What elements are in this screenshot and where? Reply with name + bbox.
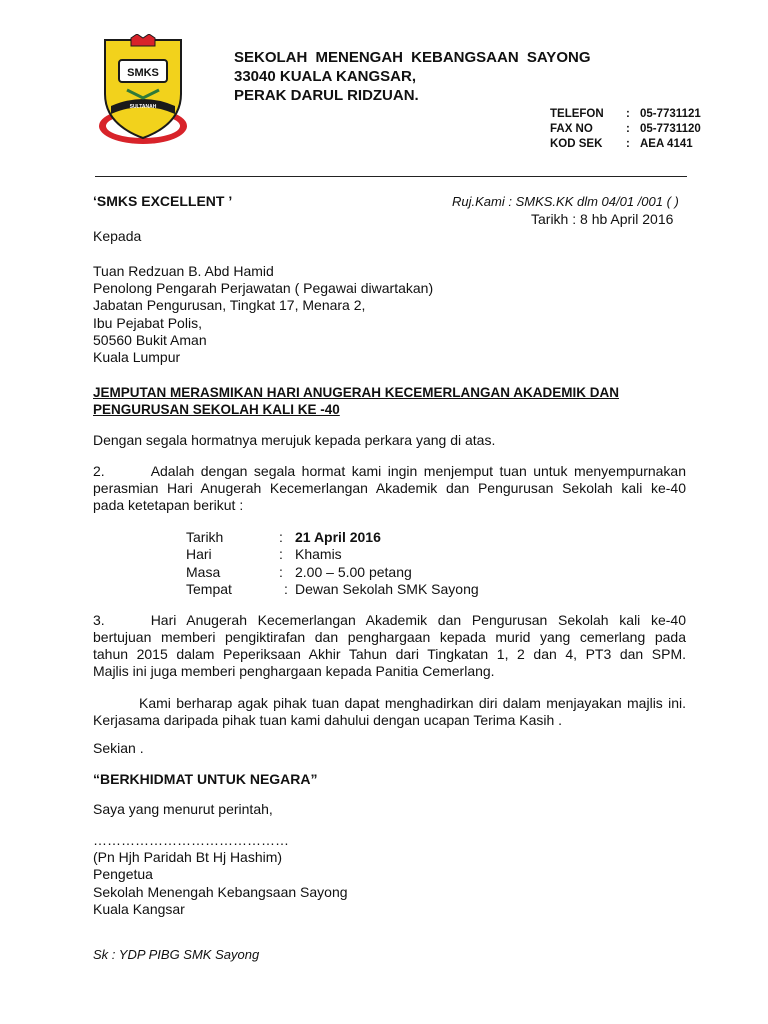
letter-date: Tarikh : 8 hb April 2016 — [531, 211, 674, 227]
paragraph-number: 3. — [93, 612, 105, 628]
logo-banner-text: SULTANAH — [129, 104, 157, 110]
logo-text: SMKS — [127, 67, 159, 79]
school-name: SEKOLAH MENENGAH KEBANGSAAN SAYONG — [234, 49, 591, 66]
letter-page: SMKS SULTANAH SEKOLAH MENENGAH KEBANGSAAN SAYONG 33040 KUALA KANGSAR, PERAK DARUL RIDZUAN. TELEFON : 05-7731121 FAX NO : 05-7731120 KOD SEK : AEA 4141 ‘SMKS EXCELLENT ’ Ruj.Kami : SMKS.KK dlm 04/01 /001 ( ) Tarikh : 8 hb April 2016 Kepada Tuan Redzuan B. Abd Hamid Penolong Pengarah Perjawatan ( Pegawai diwartakan) Jabatan Pengurusan, Tingkat 17, Menara 2, Ibu Pejabat Polis, 50560 Bukit Aman Kuala Lumpur JEMPUTAN MERASMIKAN HARI ANUGERAH KECEMERLANGAN AKADEMIK DAN PENGURUSAN SEKOLAH KALI KE -40 Dengan segala hormatnya merujuk kepada perkara yang di atas. 2. Adalah dengan segala hormat kami ingin menjemput tuan untuk menyempurnakan perasmian Hari Anugerah Kecemerlangan Akademik dan Pengurusan Sekolah kali ke-40 pada ketetapan berikut : Tarikh : 21 April 2016 Hari : Khamis Masa : 2.00 – 5.00 petang Tempat : Dewan Sekolah SMK Sayong 3. Hari Anugerah Kecemerlangan Akademik dan Pengurusan Sekolah kali ke-40 bertujuan memberi pengiktirafan dan penghargaan kepada murid yang cemerlang pada tahun 2015 dalam Peperiksaan Akhir Tahun dari Tingkatan 1, 2 dan 4, PT3 dan SPM. Majlis ini juga memberi penghargaan kepada Panitia Cemerlang. Kami berharap agak pihak tuan dapat menghadirkan diri dalam menjayakan majlis ini. Kerjasama daripada pihak tuan kami dahului dengan ucapan Terima Kasih . Sekian . “BERKHIDMAT UNTUK NEGARA” Saya yang menurut perintah, …………………………………… (Pn Hjh Paridah Bt Hj Hashim) Pengetua Sekolah Menengah Kebangsaan Sayong Kuala Kangsar Sk : YDP PIBG SMK Sayong — [0, 0, 768, 1024]
signatory-town: Kuala Kangsar — [93, 901, 185, 917]
contact-block — [550, 107, 701, 152]
detail-label-hari: Hari — [186, 546, 212, 562]
signature-line: …………………………………… — [93, 832, 289, 848]
paragraph-number: 2. — [93, 463, 105, 479]
opening-paragraph: Dengan segala hormatnya merujuk kepada perkara yang di atas. — [93, 432, 496, 448]
recipient-address-line: 50560 Bukit Aman — [93, 332, 207, 348]
recipient-position: Penolong Pengarah Perjawatan ( Pegawai diwartakan) — [93, 280, 434, 296]
school-name-block — [234, 48, 590, 105]
signatory-school: Sekolah Menengah Kebangsaan Sayong — [93, 884, 348, 900]
recipient-address-line: Jabatan Pengurusan, Tingkat 17, Menara 2, — [93, 297, 366, 313]
detail-label-tarikh: Tarikh — [186, 529, 224, 545]
detail-value-hari: Khamis — [295, 546, 342, 562]
subject-line: JEMPUTAN MERASMIKAN HARI ANUGERAH KECEMERLANGAN AKADEMIK DAN — [93, 385, 619, 400]
detail-label-tempat: Tempat — [186, 581, 232, 597]
sign-off: Saya yang menurut perintah, — [93, 801, 273, 817]
school-state: PERAK DARUL RIDZUAN. — [234, 87, 419, 104]
signatory-name: (Pn Hjh Paridah Bt Hj Hashim) — [93, 849, 283, 865]
detail-value-tempat: Dewan Sekolah SMK Sayong — [295, 581, 479, 597]
signatory-title: Pengetua — [93, 866, 153, 882]
contact-telefon: TELEFON : 05-7731121 — [550, 108, 701, 120]
closing: Sekian . — [93, 740, 144, 756]
salutation: Kepada — [93, 228, 142, 244]
detail-value-tarikh: 21 April 2016 — [295, 529, 381, 545]
recipient-address-line: Ibu Pejabat Polis, — [93, 315, 202, 331]
reference-number: Ruj.Kami : SMKS.KK dlm 04/01 /001 ( ) — [452, 194, 679, 209]
detail-label-masa: Masa — [186, 564, 221, 580]
school-postcode-town: 33040 KUALA KANGSAR, — [234, 68, 416, 85]
slogan: “BERKHIDMAT UNTUK NEGARA” — [93, 771, 318, 787]
recipient-address-line: Kuala Lumpur — [93, 349, 181, 365]
paragraph-3: 3. Hari Anugerah Kecemerlangan Akademik dan Pengurusan Sekolah kali ke-40 bertujuan memberi pengiktirafan dan penghargaan kepada murid yang cemerlang pada tahun 2015 dalam Peperiksaan Akhir Tahun dari Tingkatan 1, 2 dan 4, PT3 dan SPM. Majlis ini juga memberi penghargaan kepada Panitia Cemerlang. — [93, 612, 686, 679]
paragraph-2: 2. Adalah dengan segala hormat kami ingin menjemput tuan untuk menyempurnakan perasmian Hari Anugerah Kecemerlangan Akademik dan Pengurusan Sekolah kali ke-40 pada ketetapan berikut : — [93, 463, 686, 513]
contact-fax: FAX NO : 05-7731120 — [550, 123, 701, 135]
subject-line: PENGURUSAN SEKOLAH KALI KE -40 — [93, 402, 340, 417]
recipient-name: Tuan Redzuan B. Abd Hamid — [93, 263, 274, 279]
header-divider — [95, 176, 687, 177]
detail-value-masa: 2.00 – 5.00 petang — [295, 564, 412, 580]
paragraph-4: Kami berharap agak pihak tuan dapat menghadirkan diri dalam menjayakan majlis ini. Kerjasama daripada pihak tuan kami dahului dengan ucapan Terima Kasih . — [93, 695, 686, 728]
carbon-copy: Sk : YDP PIBG SMK Sayong — [93, 947, 260, 962]
contact-kod-sek: KOD SEK : AEA 4141 — [550, 138, 693, 150]
motto: ‘SMKS EXCELLENT ’ — [93, 193, 233, 209]
school-crest-logo — [97, 34, 189, 146]
